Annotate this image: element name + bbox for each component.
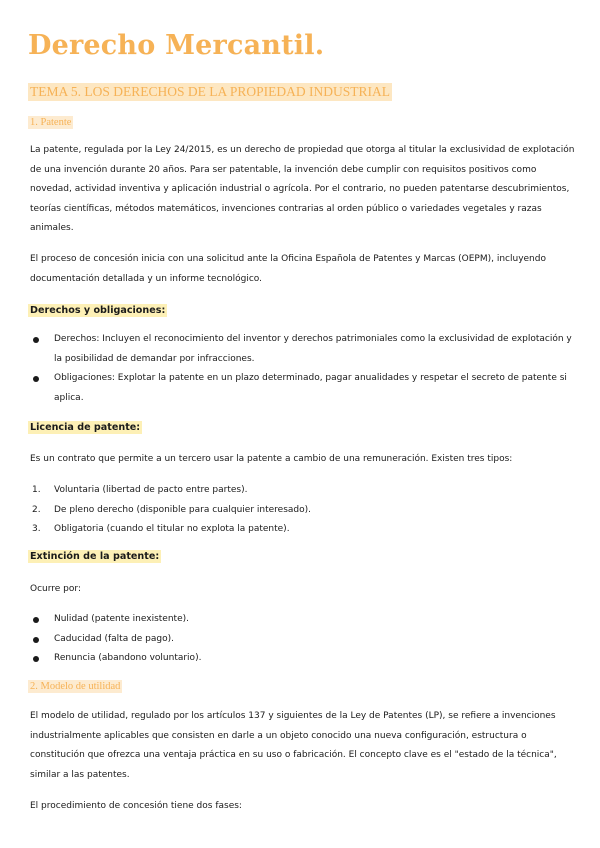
extincion-list [30, 610, 575, 669]
list-item: Renuncia (abandono voluntario). [30, 649, 575, 669]
bullet-icon [33, 637, 39, 643]
document-title: Derecho Mercantil. [28, 30, 325, 61]
bullet-icon [33, 337, 39, 343]
patente-paragraph-1: La patente, regulada por la Ley 24/2015, es un derecho de propiedad que otorga al titular la exclusividad de explotación de una invención durante 20 años. Para ser patentable, la invención debe cumplir con requisitos positivos como novedad, actividad inventiva y aplicación industrial o agrícola. Por el contrario, no pueden patentarse descubrimientos, teorías científicas, métodos matemáticos, invenciones contrarias al orden público o variedades vegetales y razas animales. [30, 145, 575, 233]
extincion-paragraph: Ocurre por: [30, 584, 81, 594]
derechos-list [30, 330, 575, 408]
list-item: 3. Obligatoria (cuando el titular no explota la patente). [32, 524, 290, 534]
list-item: Nulidad (patente inexistente). [30, 610, 575, 630]
bullet-icon [33, 617, 39, 623]
list-item: Obligaciones: Explotar la patente en un plazo determinado, pagar anualidades y respetar el secreto de patente si aplica. [30, 369, 575, 408]
bullet-icon [33, 376, 39, 382]
derechos-heading: Derechos y obligaciones: [30, 305, 166, 316]
section-label-patente: 1. Patente [30, 117, 72, 128]
licencia-list [30, 481, 575, 540]
modelo-paragraph-1: El modelo de utilidad, regulado por los artículos 137 y siguientes de la Ley de Patentes (LP), se refiere a invenciones industrialmente aplicables que consisten en darle a un objeto conocido una nueva configuración, estructura o constitución que ofrezca una ventaja práctica en su uso o fabricación. El concepto clave es el "estado de la técnica", similar a las patentes. [30, 711, 557, 780]
licencia-paragraph: Es un contrato que permite a un tercero usar la patente a cambio de una remuneración. Existen tres tipos: [30, 454, 513, 464]
extincion-heading: Extinción de la patente: [30, 551, 160, 562]
list-item: Caducidad (falta de pago). [30, 630, 575, 650]
section-label-modelo-utilidad: 2. Modelo de utilidad [30, 681, 121, 692]
list-item: 2. De pleno derecho (disponible para cualquier interesado). [32, 504, 312, 515]
licencia-heading: Licencia de patente: [30, 422, 141, 433]
topic-heading: TEMA 5. LOS DERECHOS DE LA PROPIEDAD INDUSTRIAL [30, 84, 391, 99]
patente-paragraph-2: El proceso de concesión inicia con una solicitud ante la Oficina Española de Patentes y Marcas (OEPM), incluyendo documentación detallada y un informe tecnológico. [30, 254, 546, 284]
list-item: 1. Voluntaria (libertad de pacto entre partes). [32, 485, 248, 495]
modelo-paragraph-2: El procedimiento de concesión tiene dos fases: [30, 801, 242, 811]
bullet-icon [33, 656, 39, 662]
list-item: Derechos: Incluyen el reconocimiento del inventor y derechos patrimoniales como la exclusividad de explotación y la posibilidad de demandar por infracciones. [30, 330, 575, 369]
